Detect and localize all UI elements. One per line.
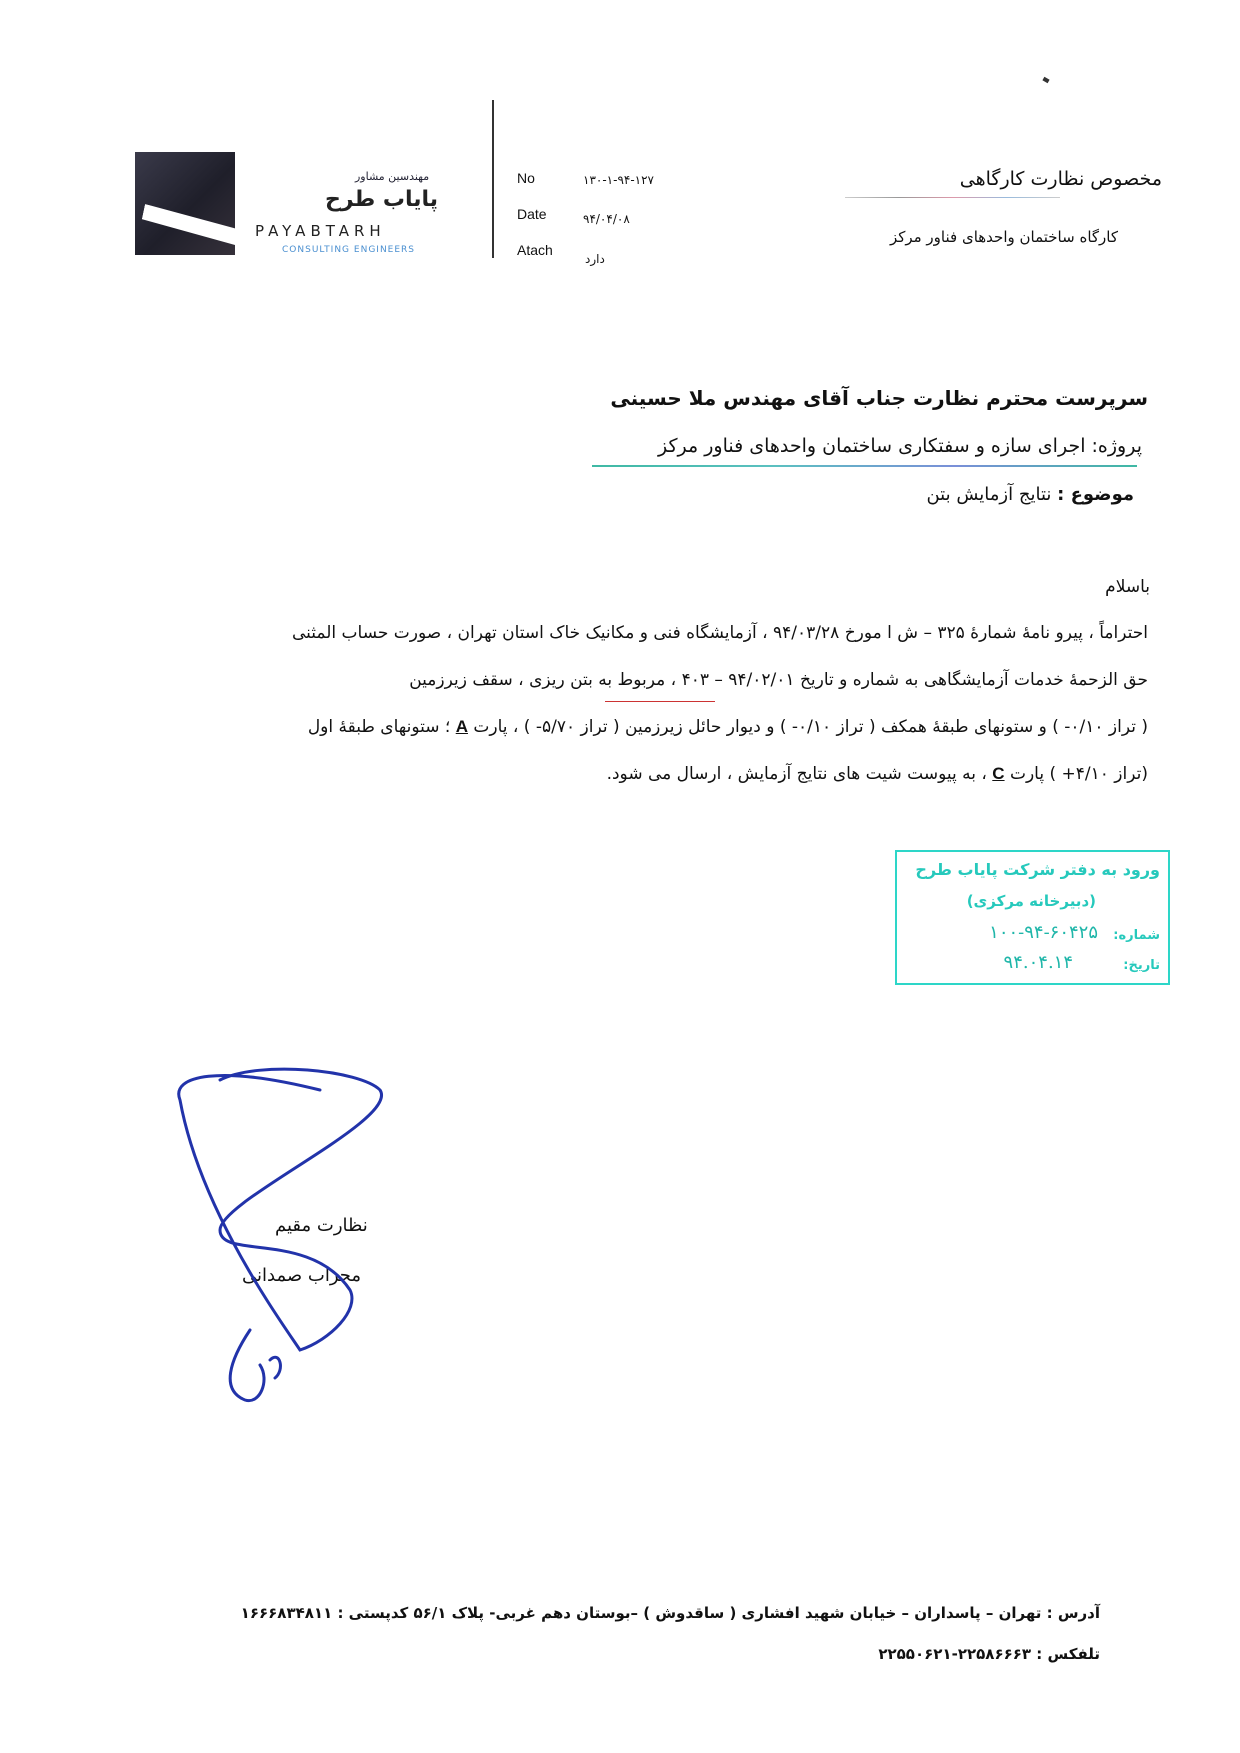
reference-underline [605, 701, 715, 702]
logo-white-band [140, 204, 235, 250]
body-line-4-end: ، به پیوست شیت های نتایج آزمایش ، ارسال می شود. [606, 764, 987, 784]
subject-label: موضوع : [1057, 484, 1134, 505]
body-line-4 [68, 764, 1148, 784]
part-c: C [992, 764, 1005, 783]
project-line: پروژه: اجرای سازه و سفتکاری ساختمان واحدهای فناور مرکز [658, 435, 1142, 457]
addressee: سرپرست محترم نظارت جناب آقای مهندس ملا حسینی [610, 386, 1148, 410]
received-stamp [895, 850, 1170, 985]
scan-mark [1042, 77, 1049, 83]
body-line-3 [68, 717, 1148, 737]
logo-subtitle-en: CONSULTING ENGINEERS [282, 245, 416, 255]
stamp-date-label: تاریخ: [1123, 958, 1160, 973]
stamp-number-label: شماره: [1113, 928, 1160, 943]
body-line-3-start: ( تراز ۰/۱۰- ) و ستونهای طبقهٔ همکف ( تراز ۰/۱۰- ) و دیوار حائل زیرزمین ( تراز ۵/۷۰- ) ، پارت [473, 717, 1148, 737]
signer-role: نظارت مقیم [275, 1215, 368, 1236]
stamp-number-value: ۱۰۰-۹۴-۶۰۴۲۵ [989, 922, 1098, 943]
body-line-1: احتراماً ، پیرو نامهٔ شمارهٔ ۳۲۵ – ش ا مورخ ۹۴/۰۳/۲۸ ، آزمایشگاه فنی و مکانیک خاک استان تهران ، صورت حساب المثنی [291, 623, 1148, 643]
company-logo-mark [135, 152, 235, 255]
body-line-2: حق الزحمهٔ خدمات آزمایشگاهی به شماره و تاریخ ۹۴/۰۲/۰۱ – ۴۰۳ ، مربوط به بتن ریزی ، سقف زیرزمین [409, 670, 1148, 690]
number-value: ۱۳۰-۱-۹۴-۱۲۷ [583, 173, 654, 187]
stamp-office: (دبیرخانه مرکزی) [966, 892, 1096, 910]
logo-name-en: PAYABTARH [255, 222, 386, 240]
stamp-date-value: ۹۴.۰۴.۱۴ [1003, 952, 1073, 973]
header-divider [492, 100, 494, 258]
header-title: مخصوص نظارت کارگاهی [959, 168, 1162, 190]
date-value: ۹۴/۰۴/۰۸ [583, 212, 630, 226]
logo-name-fa: پایاب طرح [325, 187, 439, 212]
part-a: A [455, 717, 468, 736]
project-underline [592, 465, 1137, 467]
header-subtitle: کارگاه ساختمان واحدهای فناور مرکز [889, 228, 1118, 246]
footer-address: آدرس : تهران – پاسداران – خیابان شهید افشاری ( ساقدوش ) –بوستان دهم غربی- پلاک ۵۶/۱ کدپستی : ۱۶۶۶۸۳۴۸۱۱ [240, 1604, 1100, 1622]
handwritten-signature [160, 1060, 400, 1410]
logo-subtitle-fa: مهندسین مشاور [355, 170, 430, 183]
footer-phone: تلفکس : ۲۲۵۸۶۶۶۳-۲۲۵۵۰۶۲۱ [878, 1645, 1100, 1663]
subject-line [926, 484, 1134, 505]
attachment-label: Atach [517, 242, 553, 258]
subject-text: نتایج آزمایش بتن [926, 484, 1052, 505]
attachment-value: دارد [585, 252, 605, 266]
signer-name: محراب صمدانی [242, 1265, 362, 1286]
body-line-3-end: ؛ ستونهای طبقهٔ اول [307, 717, 451, 737]
date-label: Date [517, 206, 547, 222]
body-line-4-start: (تراز ۴/۱۰+ ) پارت [1009, 764, 1148, 784]
stamp-title: ورود به دفتر شرکت پایاب طرح [915, 860, 1160, 879]
greeting: باسلام [1105, 577, 1150, 597]
header-title-underline [845, 197, 1060, 198]
number-label: No [517, 170, 535, 186]
